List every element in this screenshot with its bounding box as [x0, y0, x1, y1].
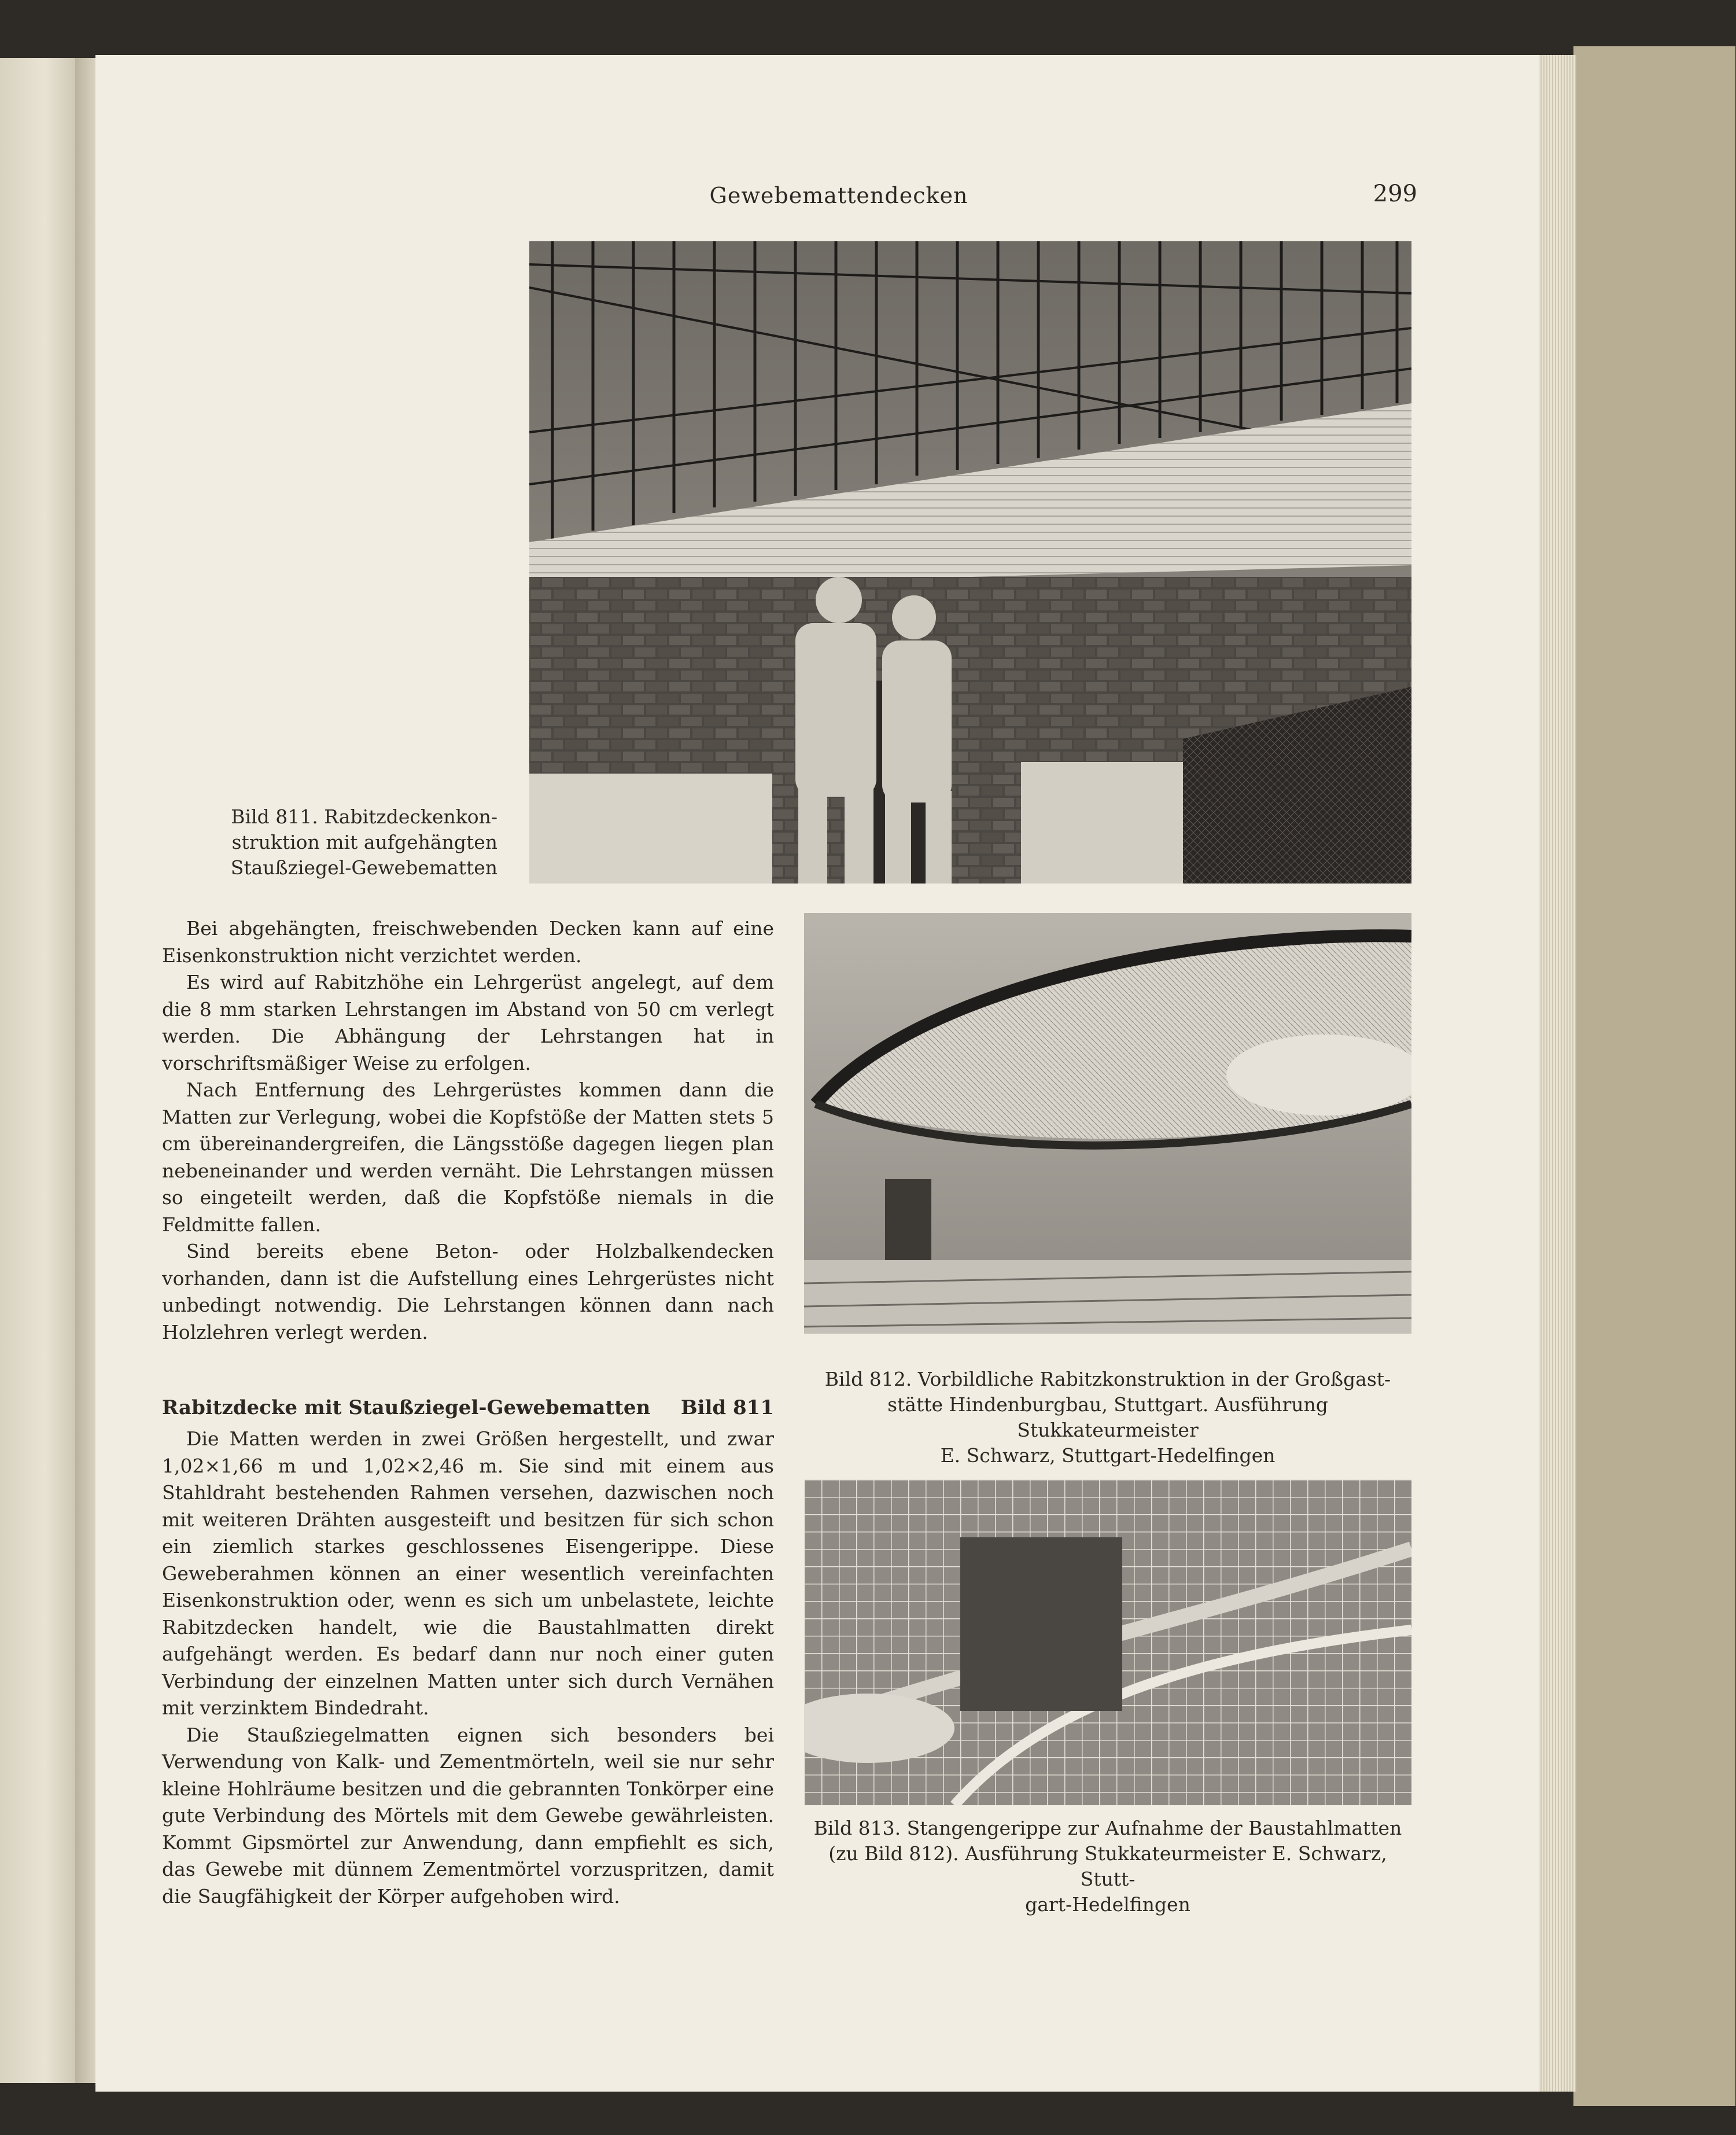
caption-line: Bild 811. Rabitzdeckenkon-: [231, 805, 497, 828]
figure-812-caption: [804, 1367, 1411, 1468]
figure-812-photo: [804, 913, 1411, 1334]
paragraph: Bei abgehängten, freischwebenden Decken kann auf eine Eisenkonstruktion nicht verzichtet werden.: [162, 917, 774, 967]
caption-line: gart-Hedelfingen: [1025, 1893, 1190, 1916]
running-head: Gewebemattendecken: [709, 183, 968, 208]
figure-812-illustration: [804, 913, 1411, 1334]
paragraph: Sind bereits ebene Beton- oder Holzbalkendecken vorhanden, dann ist die Aufstellung eines Lehrgerüstes nicht unbedingt notwendig. Die Lehrstangen können dann nach Holzlehren verlegt werden.: [162, 1240, 774, 1343]
section-title: Rabitzdecke mit Staußziegel-Gewebematten: [162, 1396, 651, 1419]
figure-811-caption: [174, 804, 497, 881]
figure-811-illustration: [529, 241, 1411, 884]
body-column-upper: [162, 915, 774, 1346]
paragraph: Es wird auf Rabitzhöhe ein Lehrgerüst angelegt, auf dem die 8 mm starken Lehrstangen im Abstand von 50 cm verlegt werden. Die Abhängung der Lehrstangen hat in vorschriftsmäßiger Weise zu erfolgen.: [162, 971, 774, 1074]
body-column-lower: [162, 1426, 774, 1910]
caption-line: Bild 813. Stangengerippe zur Aufnahme der Baustahlmatten: [813, 1817, 1402, 1839]
page-stack-edge: [1536, 55, 1576, 2092]
section-figure-ref: Bild 811: [680, 1396, 774, 1419]
caption-line: struktion mit aufgehängten: [231, 831, 497, 853]
caption-line: Staußziegel-Gewebematten: [230, 856, 497, 879]
paragraph: Die Staußziegelmatten eignen sich besonders bei Verwendung von Kalk- und Zementmörteln, weil sie nur sehr kleine Hohlräume besitzen und die gebrannten Tonkörper eine gute Verbindung des Mörtels mit dem Gewebe gewährleisten. Kommt Gipsmörtel zur Anwendung, dann empfiehlt es sich, das Gewebe mit dünnem Zementmörtel vorzuspritzen, damit die Saugfähigkeit der Körper aufgehoben wird.: [162, 1723, 774, 1908]
caption-line: Bild 812. Vorbildliche Rabitzkonstruktion in der Großgast-: [824, 1368, 1391, 1390]
figure-813-illustration: [804, 1479, 1411, 1805]
figure-811-photo: [529, 241, 1411, 884]
figure-813-photo: [804, 1479, 1411, 1805]
figure-813-caption: [804, 1816, 1411, 1917]
caption-line: (zu Bild 812). Ausführung Stukkateurmeister E. Schwarz, Stutt-: [828, 1842, 1387, 1890]
book-cover-edge: [1573, 46, 1735, 2106]
book-gutter: [75, 58, 98, 2083]
page-number: 299: [1373, 181, 1417, 207]
paragraph: Nach Entfernung des Lehrgerüstes kommen dann die Matten zur Verlegung, wobei die Kopfstöße der Matten stets 5 cm übereinandergreifen, die Längsstöße dagegen liegen plan nebeneinander und werden vernäht. Die Lehrstangen müssen so eingeteilt werden, daß die Kopfstöße niemals in die Feldmitte fallen.: [162, 1078, 774, 1236]
left-page-edge: [0, 58, 75, 2083]
caption-line: E. Schwarz, Stuttgart-Hedelfingen: [940, 1444, 1276, 1467]
paragraph: Die Matten werden in zwei Größen hergestellt, und zwar 1,02×1,66 m und 1,02×2,46 m. Sie sind mit einem aus Stahldraht bestehenden Rahmen versehen, dazwischen noch mit weiteren Drähten ausgesteift und besitzen für sich schon ein ziemlich starkes geschlossenes Eisengerippe. Diese Geweberahmen können an einer wesentlich vereinfachten Eisenkonstruktion oder, wenn es sich um unbelastete, leichte Rabitzdecken handelt, wie die Baustahlmatten direkt aufgehängt werden. Es bedarf dann nur noch einer guten Verbindung der einzelnen Matten unter sich durch Vernähen mit verzinktem Bindedraht.: [162, 1427, 774, 1719]
section-heading: [162, 1394, 774, 1421]
caption-line: stätte Hindenburgbau, Stuttgart. Ausführung Stukkateurmeister: [887, 1393, 1328, 1441]
